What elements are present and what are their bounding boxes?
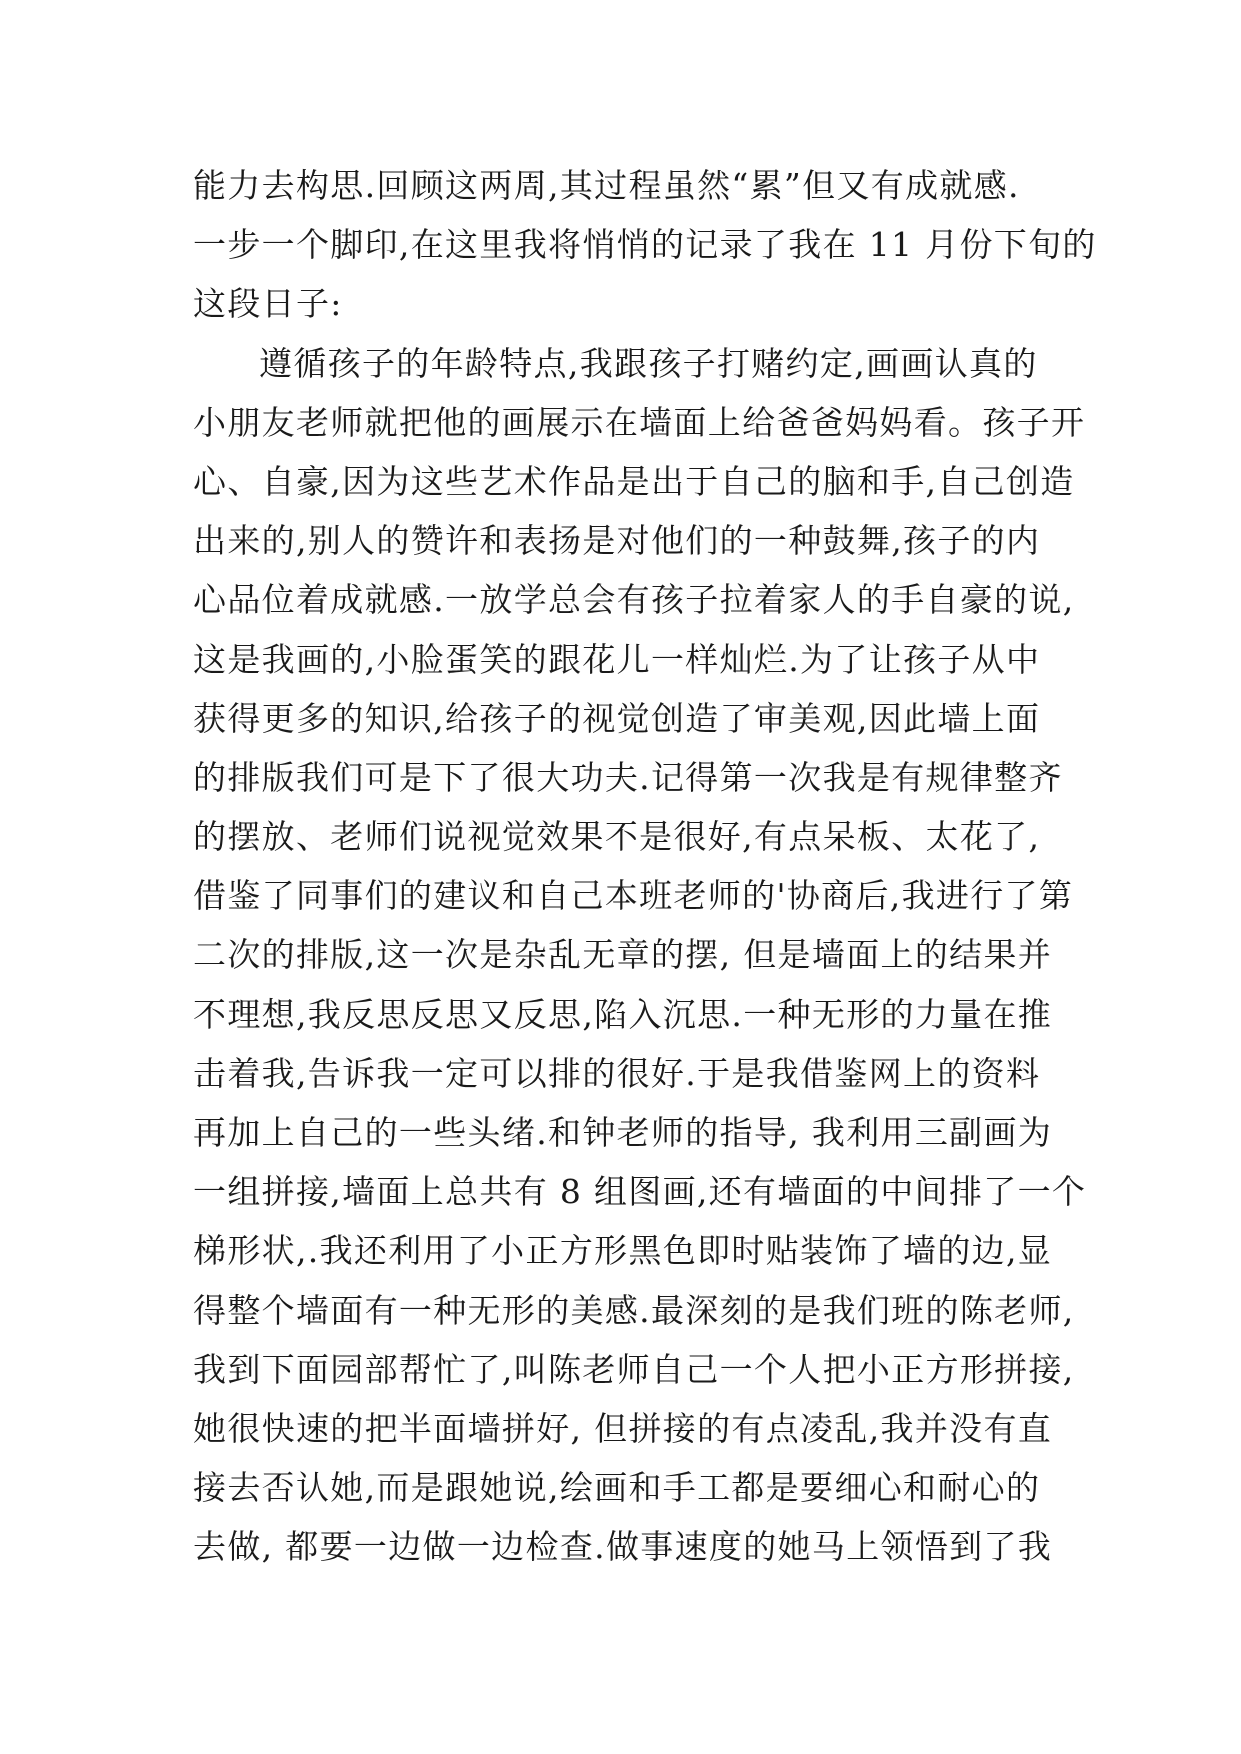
text-line: 心、自豪,因为这些艺术作品是出于自己的脑和手,自己创造 xyxy=(193,461,1075,501)
text-line: 不理想,我反思反思又反思,陷入沉思.一种无形的力量在推 xyxy=(193,994,1053,1034)
text-line: 梯形状,.我还利用了小正方形黑色即时贴装饰了墙的边,显 xyxy=(193,1231,1053,1271)
text-line: 二次的排版,这一次是杂乱无章的摆, 但是墙面上的结果并 xyxy=(193,935,1053,975)
text-line: 这段日子: xyxy=(193,284,343,324)
text-line: 接去否认她,而是跟她说,绘画和手工都是要细心和耐心的 xyxy=(193,1468,1041,1508)
text-line: 借鉴了同事们的建议和自己本班老师的'协商后,我进行了第 xyxy=(193,876,1074,916)
text-line: 小朋友老师就把他的画展示在墙面上给爸爸妈妈看。孩子开 xyxy=(193,402,1086,442)
text-line: 去做, 都要一边做一边检查.做事速度的她马上领悟到了我 xyxy=(193,1527,1053,1567)
text-line: 获得更多的知识,给孩子的视觉创造了审美观,因此墙上面 xyxy=(193,698,1041,738)
text-line: 能力去构思.回顾这两周,其过程虽然“累”但又有成就感. xyxy=(193,166,1020,205)
text-line: 我到下面园部帮忙了,叫陈老师自己一个人把小正方形拼接, xyxy=(193,1349,1075,1389)
paragraph-first-line: 遵循孩子的年龄特点,我跟孩子打赌约定,画画认真的 xyxy=(259,343,1038,383)
body-text xyxy=(193,156,1097,1577)
text-line: 再加上自己的一些头绪.和钟老师的指导, 我利用三副画为 xyxy=(193,1113,1053,1152)
text-line: 得整个墙面有一种无形的美感.最深刻的是我们班的陈老师, xyxy=(193,1290,1075,1330)
text-line: 一步一个脚印,在这里我将悄悄的记录了我在 11 月份下旬的 xyxy=(193,225,1097,265)
text-line: 的摆放、老师们说视觉效果不是很好,有点呆板、太花了, xyxy=(193,817,1041,857)
text-line: 出来的,别人的赞许和表扬是对他们的一种鼓舞,孩子的内 xyxy=(193,521,1041,561)
text-line: 击着我,告诉我一定可以排的很好.于是我借鉴网上的资料 xyxy=(193,1053,1041,1093)
text-line: 她很快速的把半面墙拼好, 但拼接的有点凌乱,我并没有直 xyxy=(193,1408,1053,1448)
text-line: 的排版我们可是下了很大功夫.记得第一次我是有规律整齐 xyxy=(193,757,1063,797)
text-line: 一组拼接,墙面上总共有 8 组图画,还有墙面的中间排了一个 xyxy=(193,1172,1087,1212)
text-line: 这是我画的,小脸蛋笑的跟花儿一样灿烂.为了让孩子从中 xyxy=(193,639,1041,679)
text-line: 心品位着成就感.一放学总会有孩子拉着家人的手自豪的说, xyxy=(193,580,1075,620)
